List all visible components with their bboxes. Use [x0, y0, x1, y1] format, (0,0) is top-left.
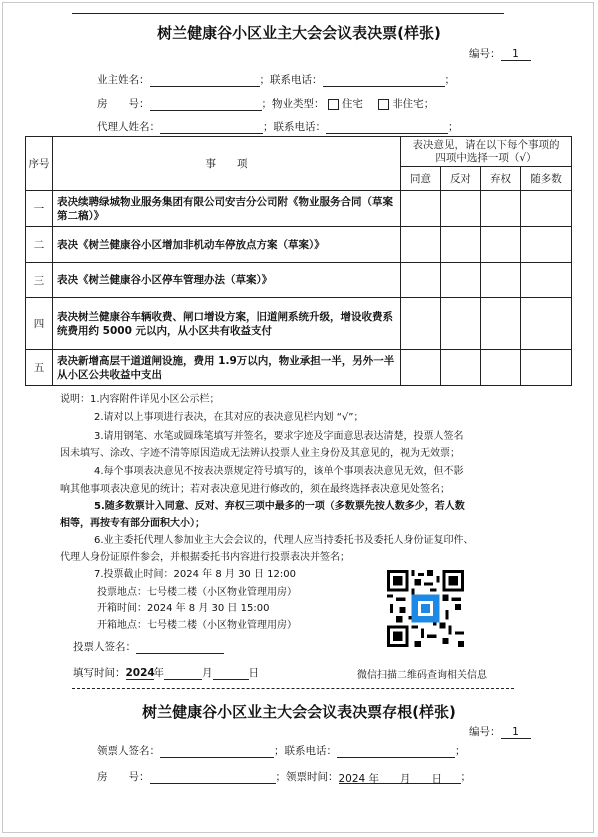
- vote-cell[interactable]: [441, 227, 481, 263]
- owner-name-field[interactable]: [150, 74, 260, 87]
- choice-oppose: 反对: [441, 167, 481, 191]
- note-2: 2.请对以上事项进行表决，在其对应的表决意见栏内划 “√”；: [94, 412, 364, 423]
- qr-code-icon[interactable]: [387, 570, 464, 647]
- note-5a: 5.随多数票计入同意、反对、弃权三项中最多的一项（多数票先按人数多少，若人数: [94, 501, 465, 512]
- vote-cell[interactable]: [441, 350, 481, 386]
- note-3a: 3.请用钢笔、水笔或圆珠笔填写并签名，要求字迹及字面意思表达清楚，投票人签名: [94, 431, 464, 442]
- vote-cell[interactable]: [521, 263, 572, 298]
- vote-cell[interactable]: [441, 298, 481, 350]
- note-4b: 响其他事项表决意见的统计；若对表决意见进行修改的，须在最终选择表决意见处签名；: [60, 484, 450, 495]
- vote-cell[interactable]: [441, 263, 481, 298]
- row-item: 表决《树兰健康谷小区增加非机动车停放点方案（草案）》: [53, 227, 401, 263]
- room-field[interactable]: [150, 98, 262, 111]
- fill-month-field[interactable]: [164, 667, 202, 680]
- stub-time-field[interactable]: 2024 年 月 日: [339, 771, 461, 784]
- vote-cell[interactable]: [521, 298, 572, 350]
- vote-cell[interactable]: [521, 227, 572, 263]
- owner-name-row: 业主姓名： ；联系电话： ；: [97, 74, 455, 86]
- table-row: [26, 263, 572, 298]
- proxy-name-field[interactable]: [160, 121, 263, 134]
- vote-cell[interactable]: [521, 191, 572, 227]
- note-4a: 4.每个事项表决意见不按表决票规定符号填写的，该单个事项表决意见无效，但不影: [94, 466, 464, 477]
- tear-line: [72, 688, 514, 689]
- phone-field[interactable]: [323, 74, 445, 87]
- note-10: 开箱地点：七号楼二楼（小区物业管理用房）: [97, 620, 297, 631]
- vote-cell[interactable]: [481, 191, 521, 227]
- stub-receiver-row: 领票人签名： ；联系电话： ；: [97, 745, 466, 757]
- vote-cell[interactable]: [441, 191, 481, 227]
- choice-agree: 同意: [401, 167, 441, 191]
- room-row: 房 号： ；物业类型： 住宅 非住宅；: [97, 98, 435, 110]
- seq-header: 序号: [26, 137, 53, 191]
- vote-cell[interactable]: [401, 263, 441, 298]
- opinion-header: 表决意见，请在以下每个事项的四项中选择一项（√）: [401, 137, 572, 167]
- note-6b: 代理人身份证原件参会，并根据委托书内容进行投票表决并签名；: [60, 552, 350, 563]
- row-seq: 四: [26, 298, 53, 350]
- choice-abstain: 弃权: [481, 167, 521, 191]
- stub-room-field[interactable]: [150, 771, 276, 784]
- vote-cell[interactable]: [481, 227, 521, 263]
- signature-field[interactable]: [136, 641, 224, 654]
- table-row: [26, 350, 572, 386]
- row-item: 表决《树兰健康谷小区停车管理办法（草案）》: [53, 263, 401, 298]
- non-residential-checkbox[interactable]: [378, 99, 389, 110]
- note-3b: 因未填写、涂改、字迹不清等原因造成无法辨认投票人业主身份及其意见的，视为无效票；: [60, 448, 460, 459]
- row-seq: 一: [26, 191, 53, 227]
- table-row: [26, 191, 572, 227]
- vote-cell[interactable]: [481, 263, 521, 298]
- vote-cell[interactable]: [401, 191, 441, 227]
- note-6a: 6.业主委托代理人参加业主大会会议的，代理人应当持委托书及委托人身份证复印件、: [94, 535, 474, 546]
- stub-receiver-field[interactable]: [160, 745, 274, 758]
- stub-phone-field[interactable]: [337, 745, 455, 758]
- note-1: 说明：1.内容附件详见小区公示栏；: [60, 394, 220, 405]
- stub-number-label: 编号： 1: [469, 724, 531, 739]
- fill-year-field[interactable]: 2024: [125, 667, 155, 679]
- row-item: 表决树兰健康谷车辆收费、闸口增设方案，旧道闸系统升级，增设收费系统费用约 5000 元以内，从小区共有收益支付: [53, 298, 401, 350]
- table-row: [26, 298, 572, 350]
- vote-table: [25, 136, 572, 386]
- vote-cell[interactable]: [521, 350, 572, 386]
- stub-title: 树兰健康谷小区业主大会会议表决票存根(样张): [142, 703, 456, 721]
- note-8: 投票地点：七号楼二楼（小区物业管理用房）: [97, 587, 297, 598]
- note-5b: 相等，再按专有部分面积大小）；: [60, 518, 205, 529]
- note-7: 7.投票截止时间：2024 年 8 月 30 日 12:00: [94, 569, 296, 580]
- top-rule: [72, 13, 504, 14]
- vote-cell[interactable]: [481, 350, 521, 386]
- ballot-title: 树兰健康谷小区业主大会会议表决票(样张): [157, 24, 441, 42]
- row-seq: 二: [26, 227, 53, 263]
- vote-cell[interactable]: [481, 298, 521, 350]
- row-seq: 三: [26, 263, 53, 298]
- number-label: 编号： 1: [469, 46, 531, 61]
- item-header: 事 项: [53, 137, 401, 191]
- vote-cell[interactable]: [401, 350, 441, 386]
- vote-cell[interactable]: [401, 227, 441, 263]
- signature-row: 投票人签名：: [73, 639, 224, 654]
- number-value[interactable]: 1: [501, 48, 531, 61]
- vote-cell[interactable]: [401, 298, 441, 350]
- note-9: 开箱时间：2024 年 8 月 30 日 15:00: [97, 603, 270, 614]
- stub-room-row: 房 号： ；领票时间：2024 年 月 日 ；: [97, 771, 471, 785]
- qr-caption: 微信扫描二维码查询相关信息: [357, 670, 487, 681]
- row-seq: 五: [26, 350, 53, 386]
- fill-day-field[interactable]: [213, 667, 249, 680]
- fill-time-row: 填写时间：2024年 月 日: [73, 667, 259, 679]
- row-item: 表决续聘绿城物业服务集团有限公司安吉分公司附《物业服务合同（草案第二稿）》: [53, 191, 401, 227]
- choice-majority: 随多数: [521, 167, 572, 191]
- residential-checkbox[interactable]: [328, 99, 339, 110]
- table-row: [26, 227, 572, 263]
- proxy-row: 代理人姓名： ；联系电话： ；: [97, 121, 459, 133]
- proxy-phone-field[interactable]: [326, 121, 448, 134]
- stub-number-value[interactable]: 1: [501, 726, 531, 739]
- row-item: 表决新增高层干道道闸设施，费用 1.9万以内，物业承担一半，另外一半从小区公共收益中支出: [53, 350, 401, 386]
